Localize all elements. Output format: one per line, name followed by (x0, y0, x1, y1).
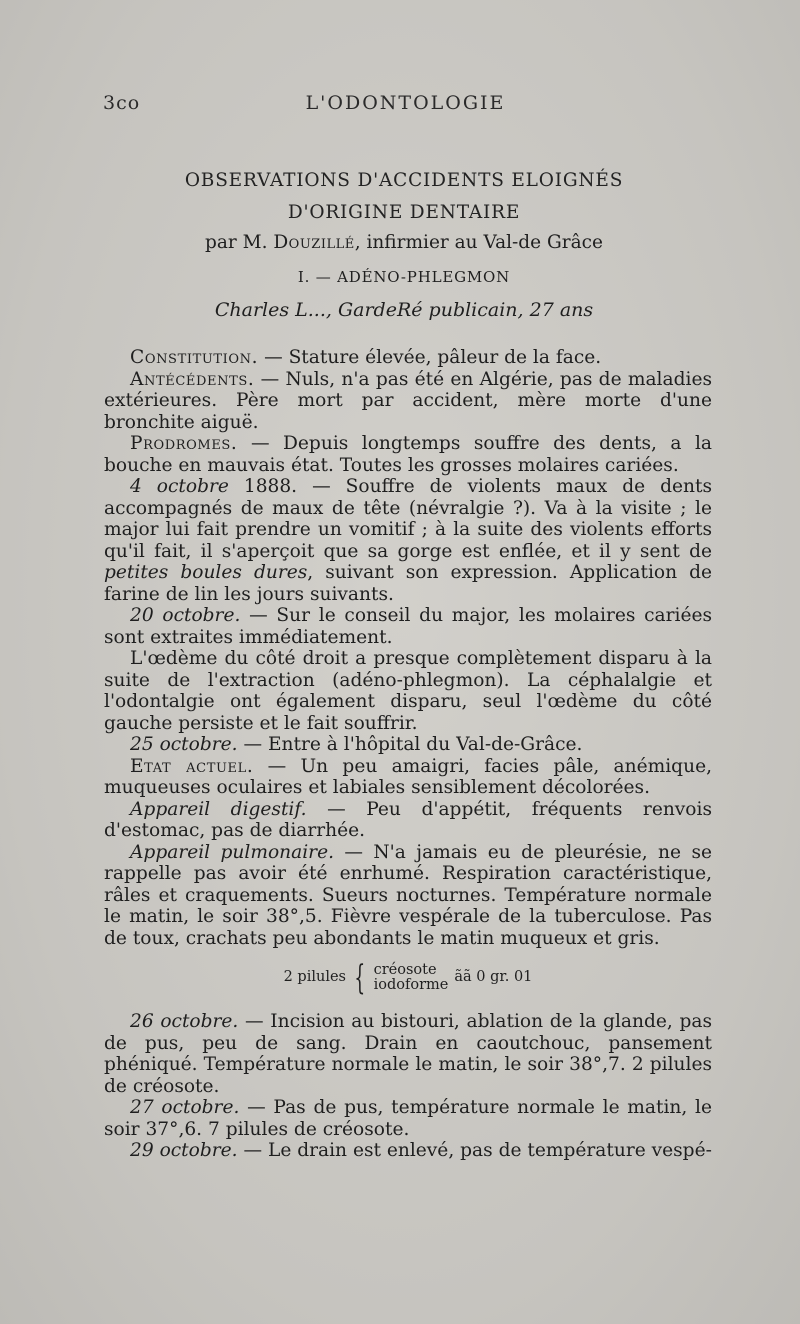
date-25-octobre: 25 octobre. (130, 734, 238, 755)
text-constitution: — Stature élevée, pâleur de la face. (258, 347, 602, 368)
label-constitution: Constitution. (130, 347, 259, 368)
paragraph-25-octobre (104, 734, 712, 756)
text-25-octobre: — Entre à l'hôpital du Val-de-Grâce. (237, 734, 583, 755)
text-4-octobre: 1888. — Souffre de violents maux de dents accompagnés de maux de tête (névralgie ?). Va à la visite ; le major lui fait prendre un vomitif ; à la suite des violents efforts qu'il fait, il s'aperçoit que sa gorge est enflée, et il y sent de (104, 476, 713, 562)
date-26-octobre: 26 octobre. (130, 1011, 239, 1032)
byline-suffix: , infirmier au Val-de Grâce (354, 232, 603, 253)
label-prodromes: Prodromes. (130, 433, 238, 454)
label-appareil-digestif: Appareil digestif. (130, 798, 307, 820)
paragraph-27-octobre (104, 1097, 712, 1140)
paragraph-prodromes (104, 433, 712, 476)
text-29-octobre: — Le drain est enlevé, pas de température vespé- (237, 1140, 712, 1161)
page-number: 3co (103, 92, 141, 114)
paragraph-constitution (104, 347, 712, 369)
date-20-octobre: 20 octobre. (130, 605, 241, 626)
date-29-octobre: 29 octobre. (130, 1140, 238, 1161)
case-subject: Charles L..., GardeRé publicain, 27 ans (214, 299, 594, 321)
author-name: Douzillé (273, 232, 355, 253)
date-27-octobre: 27 octobre. (130, 1097, 240, 1118)
text-oedeme: L'œdème du côté droit a presque complètement disparu à la suite de l'extraction (adéno-phlegmon). La céphalalgie et l'odontalgie ont également disparu, seul l'œdème du côté gauche persiste et le fait souffrir. (104, 648, 712, 734)
formula-ingredient-2: iodoforme (373, 977, 449, 993)
formula-dose: ãã 0 gr. 01 (454, 969, 533, 986)
text-appareil-digestif: — Peu d'appétit, fréquents renvois d'estomac, pas de diarrhée. (104, 798, 712, 841)
byline-prefix: par M. (205, 232, 268, 253)
label-antecedents: Antécédents. (130, 368, 255, 390)
paragraph-appareil-pulmonaire (104, 842, 712, 950)
paragraph-29-octobre (104, 1140, 712, 1162)
paragraph-26-octobre (104, 1011, 712, 1097)
text-4-octobre-tail: , suivant son expression. Application de farine de lin les jours suivants. (104, 562, 712, 605)
label-etat-actuel: Etat actuel. (130, 755, 254, 777)
running-title: L'ODONTOLOGIE (305, 92, 506, 114)
formula-brace: { (354, 958, 366, 998)
text-27-octobre: — Pas de pus, température normale le matin, le soir 37°,6. 7 pilules de créosote. (104, 1097, 712, 1140)
paragraph-4-octobre (104, 476, 712, 605)
article-body (104, 347, 712, 1162)
text-appareil-pulmonaire: — N'a jamais eu de pleurésie, ne se rappelle pas avoir été enrhumé. Respiration caractéristique, râles et craquements. Sueurs nocturnes. Température normale le matin, le soir 38°,5. Fièvre vespérale de la tuberculose. Pas de toux, crachats peu abondants le matin muqueux et gris. (104, 841, 712, 949)
text-etat-actuel: — Un peu amaigri, facies pâle, anémique, muqueuses oculaires et labiales sensiblement décolorées. (104, 755, 712, 798)
emphasis-petites-boules: petites boules dures (104, 562, 308, 583)
text-antecedents: — Nuls, n'a pas été en Algérie, pas de maladies extérieures. Père mort par accident, mère morte d'une bronchite aiguë. (104, 368, 712, 433)
article-title-line1: OBSERVATIONS D'ACCIDENTS ELOIGNÉS (184, 170, 624, 191)
paragraph-antecedents (104, 369, 712, 434)
paragraph-appareil-digestif (104, 799, 712, 842)
formula-ingredients (374, 963, 449, 993)
byline (100, 232, 708, 253)
running-head (103, 92, 708, 114)
text-26-octobre: — Incision au bistouri, ablation de la glande, pas de pus, peu de sang. Drain en caoutchouc, pansement phéniqué. Température normale le matin, le soir 38°,7. 2 pilules de créosote. (104, 1011, 712, 1097)
paragraph-oedeme (104, 648, 712, 734)
paragraph-20-octobre (104, 605, 712, 648)
text-prodromes: — Depuis longtemps souffre des dents, a la bouche en mauvais état. Toutes les grosses molaires cariées. (104, 433, 712, 476)
paragraph-etat-actuel (104, 756, 712, 799)
text-20-octobre: — Sur le conseil du major, les molaires cariées sont extraites immédiatement. (104, 605, 712, 648)
prescription-formula (104, 958, 712, 998)
label-appareil-pulmonaire: Appareil pulmonaire. (130, 841, 334, 863)
article-title-line2: D'ORIGINE DENTAIRE (287, 202, 521, 223)
formula-quantity: 2 pilules (283, 969, 346, 986)
date-4-octobre: 4 octobre (130, 476, 229, 497)
section-heading: I. — ADÉNO-PHLEGMON (297, 268, 511, 286)
formula-ingredient-1: créosote (373, 962, 437, 978)
